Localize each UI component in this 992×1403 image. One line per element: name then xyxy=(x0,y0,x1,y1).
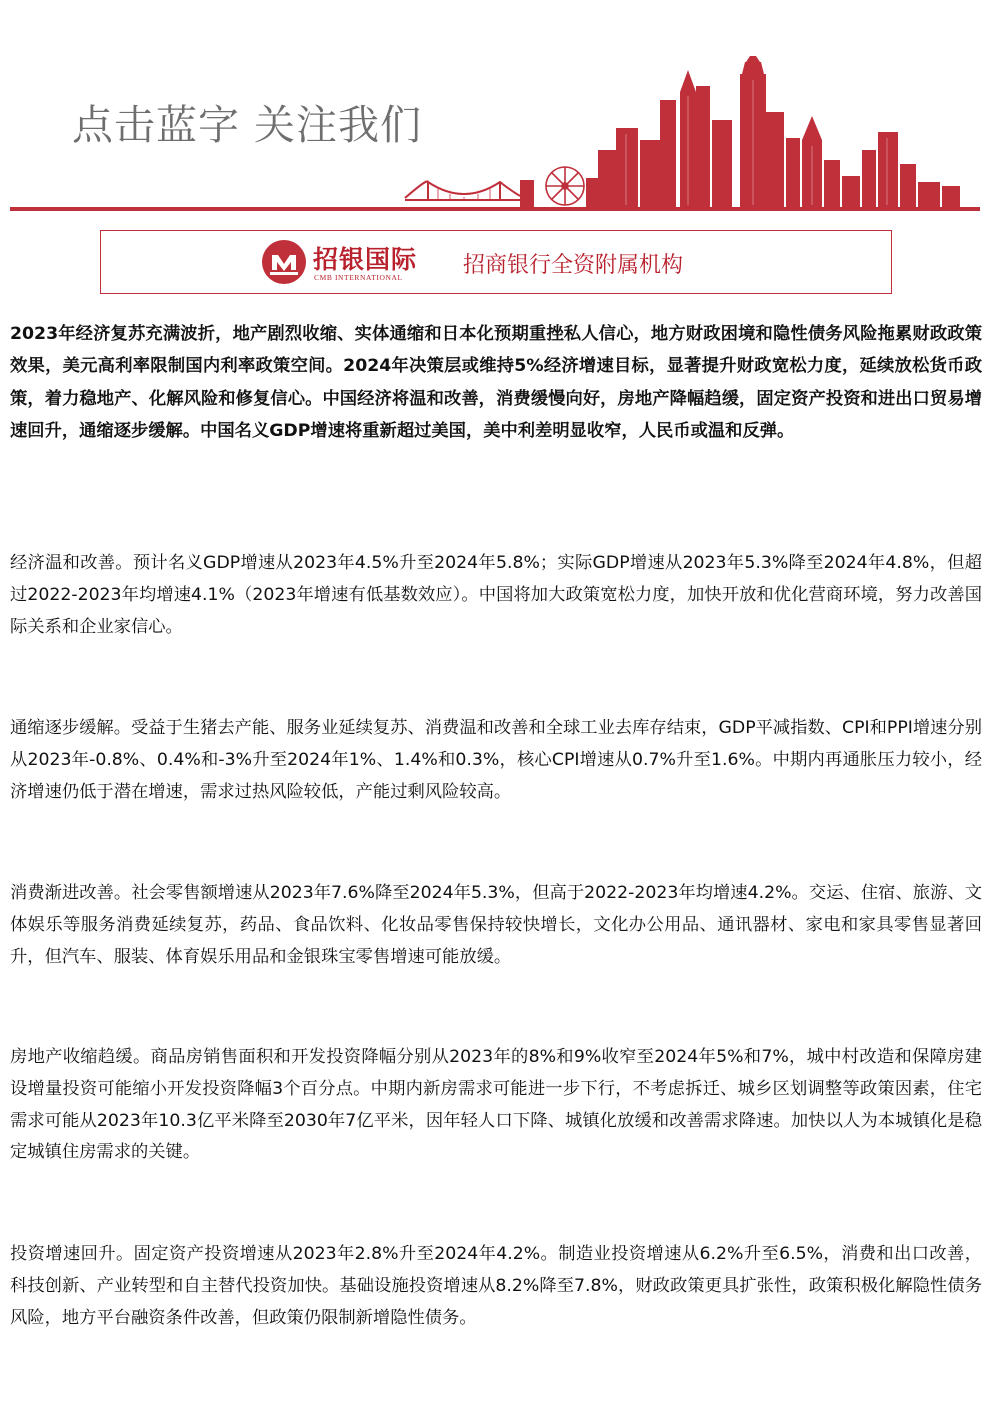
summary-paragraph: 2023年经济复苏充满波折，地产剧烈收缩、实体通缩和日本化预期重挫私人信心，地方财政困境和隐性债务风险拖累财政政策效果，美元高利率限制国内利率政策空间。2024年决策层或维持5%经济增速目标，显著提升财政宽松力度，延续放松货币政策，着力稳地产、化解风险和修复信心。中国经济将温和改善，消费缓慢向好，房地产降幅趋缓，固定资产投资和进出口贸易增速回升，通缩逐步缓解。中国名义GDP增速将重新超过美国，美中利差明显收窄，人民币或温和反弹。 xyxy=(10,324,982,442)
cmb-logo-icon xyxy=(261,239,307,285)
follow-us-slogan: 点击蓝字 关注我们 xyxy=(72,101,423,149)
paragraph-deflation: 通缩逐步缓解。受益于生猪去产能、服务业延续复苏、消费温和改善和全球工业去库存结束，GDP平减指数、CPI和PPI增速分别从2023年-0.8%、0.4%和-3%升至2024年1%、1.4%和0.3%，核心CPI增速从0.7%升至1.6%。中期内再通胀压力较小，经济增速仍低于潜在增速，需求过热风险较低，产能过剩风险较高。 xyxy=(10,718,982,802)
paragraph-economy: 经济温和改善。预计名义GDP增速从2023年4.5%升至2024年5.8%；实际GDP增速从2023年5.3%降至2024年4.8%，但超过2022-2023年均增速4.1%（2023年增速有低基数效应）。中国将加大政策宽松力度，加快开放和优化营商环境，努力改善国际关系和企业家信心。 xyxy=(10,553,982,637)
logo-english: CMB INTERNATIONAL xyxy=(314,273,403,282)
brand-banner xyxy=(100,230,892,294)
paragraph-real-estate: 房地产收缩趋缓。商品房销售面积和开发投资降幅分别从2023年的8%和9%收窄至2024年5%和7%，城中村改造和保障房建设增量投资可能缩小开发投资降幅3个百分点。中期内新房需求可能进一步下行，不考虑拆迁、城乡区划调整等政策因素，住宅需求可能从2023年10.3亿平米降至2030年7亿平米，因年轻人口下降、城镇化放缓和改善需求降速。加快以人为本城镇化是稳定城镇住房需求的关键。 xyxy=(10,1047,982,1163)
banner-tagline: 招商银行全资附属机构 xyxy=(463,253,684,278)
paragraph-investment: 投资增速回升。固定资产投资增速从2023年2.8%升至2024年4.2%。制造业投资增速从6.2%升至6.5%，消费和出口改善，科技创新、产业转型和自主替代投资加快。基础设施投资增速从8.2%降至7.8%，财政政策更具扩张性，政策积极化解隐性债务风险，地方平台融资条件改善，但政策仍限制新增隐性债务。 xyxy=(10,1244,982,1328)
logo-name: 招银国际 xyxy=(313,245,418,274)
paragraph-consumption: 消费渐进改善。社会零售额增速从2023年7.6%降至2024年5.3%，但高于2022-2023年均增速4.2%。交运、住宿、旅游、文体娱乐等服务消费延续复苏，药品、食品饮料、化妆品零售保持较快增长，文化办公用品、通讯器材、家电和家具零售显著回升，但汽车、服装、体育娱乐用品和金银珠宝零售增速可能放缓。 xyxy=(10,883,982,967)
page-header xyxy=(0,0,992,215)
